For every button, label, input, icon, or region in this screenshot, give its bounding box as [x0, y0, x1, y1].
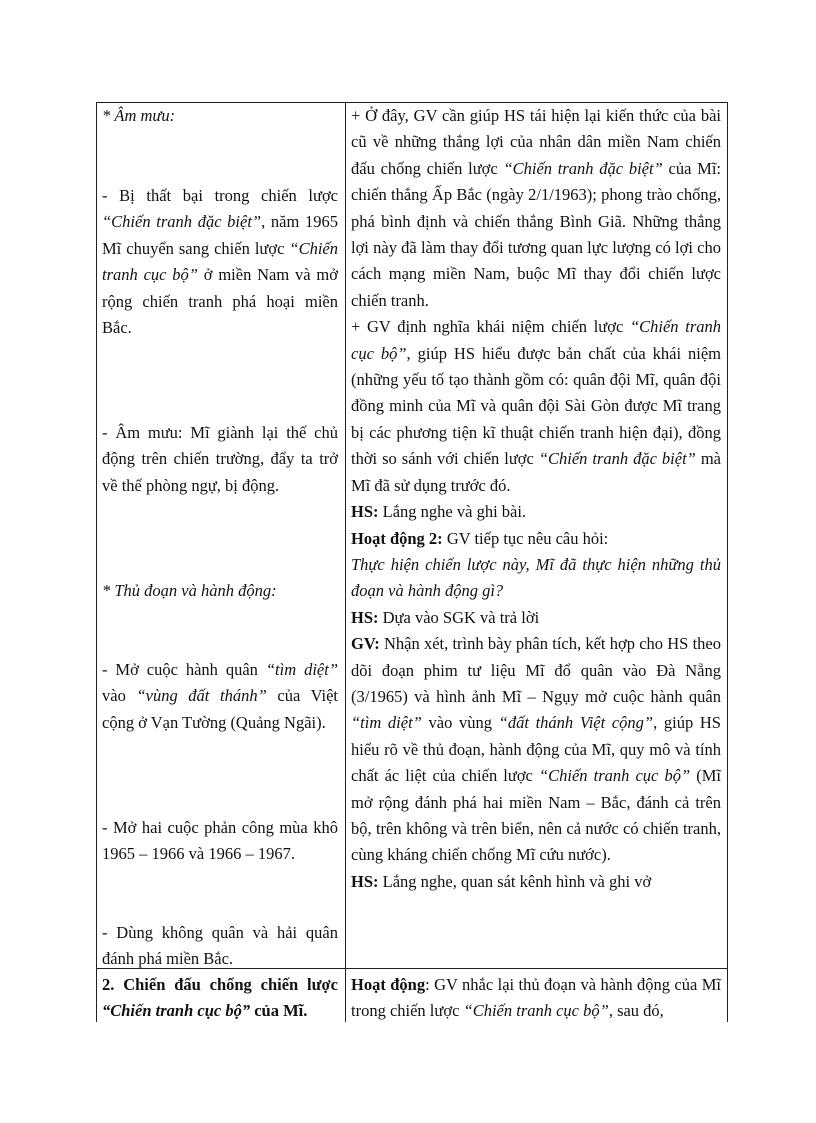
table-left-border [96, 102, 97, 1022]
right-block-1: + Ở đây, GV cần giúp HS tái hiện lại kiến thức của bài cũ về những thắng lợi của nhân dân miền Nam chiến đấu chống chiến lược “Chiến tranh đặc biệt” của Mĩ: chiến thắng Ấp Bắc (ngày 2/1/1963); phong trào chống, phá bình định và chiến thắng Bình Giã. Những thắng lợi này đã làm thay đổi tương quan lực lượng có lợi cho cách mạng miền Nam, buộc Mĩ thay đổi chiến lược chiến tranh. + GV định nghĩa khái niệm chiến lược “Chiến tranh cục bộ”, giúp HS hiểu được bản chất của khái niệm (những yếu tố tạo thành gồm có: quân đội Mĩ, quân đội đồng minh của Mĩ và quân đội Sài Gòn được Mĩ trang bị các phương tiện kĩ thuật chiến tranh hiện đại), đồng thời so sánh với chiến lược “Chiến tranh đặc biệt” mà Mĩ đã sử dụng trước đó. HS: Lắng nghe và ghi bài. Hoạt động 2: GV tiếp tục nêu câu hỏi: Thực hiện chiến lược này, Mĩ đã thực hiện những thủ đoạn và hành động gì? HS: Dựa vào SGK và trả lời GV: Nhận xét, trình bày phân tích, kết hợp cho HS theo dõi đoạn phim tư liệu Mĩ đổ quân vào Đà Nẵng (3/1965) và hình ảnh Mĩ – Ngụy mở cuộc hành quân “tìm diệt” vào vùng “đất thánh Việt cộng”, giúp HS hiểu rõ về thủ đoạn, hành động của Mĩ, quy mô và tính chất ác liệt của chiến lược “Chiến tranh cục bộ” (Mĩ mở rộng đánh phá hai miền Nam – Bắc, đánh cả trên bộ, trên không và trên biển, nên cả nước có chiến tranh, cùng kháng chiến chống Mĩ cứu nước). HS: Lắng nghe, quan sát kênh hình và ghi vở [351, 106, 721, 891]
table-right-border [727, 102, 728, 1022]
section-2-heading: 2. Chiến đấu chống chiến lược “Chiến tranh cục bộ” của Mĩ. [102, 975, 338, 1021]
left-paragraph-2: - Âm mưu: Mĩ giành lại thế chủ động trên chiến trường, đẩy ta trở về thế phòng ngự, bị động. [102, 423, 338, 495]
thu-doan-heading: * Thủ đoạn và hành động: [102, 581, 277, 600]
left-paragraph-5: - Dùng không quân và hải quân đánh phá miền Bắc. [102, 923, 338, 969]
left-paragraph-4: - Mở hai cuộc phản công mùa khô 1965 – 1966 và 1966 – 1967. [102, 818, 338, 864]
am-muu-heading: * Âm mưu: [102, 106, 176, 125]
right-block-2: Hoạt động: GV nhắc lại thủ đoạn và hành động của Mĩ trong chiến lược “Chiến tranh cục bộ”, sau đó, [351, 975, 721, 1021]
lesson-table [96, 102, 728, 1022]
left-paragraph-3: - Mở cuộc hành quân “tìm diệt” vào “vùng đất thánh” của Việt cộng ở Vạn Tường (Quảng Ngãi). [102, 660, 338, 732]
column-divider [345, 102, 346, 1022]
left-paragraph-1: - Bị thất bại trong chiến lược “Chiến tranh đặc biệt”, năm 1965 Mĩ chuyển sang chiến lược “Chiến tranh cục bộ” ở miền Nam và mở rộng chiến tranh phá hoại miền Bắc. [102, 186, 338, 338]
